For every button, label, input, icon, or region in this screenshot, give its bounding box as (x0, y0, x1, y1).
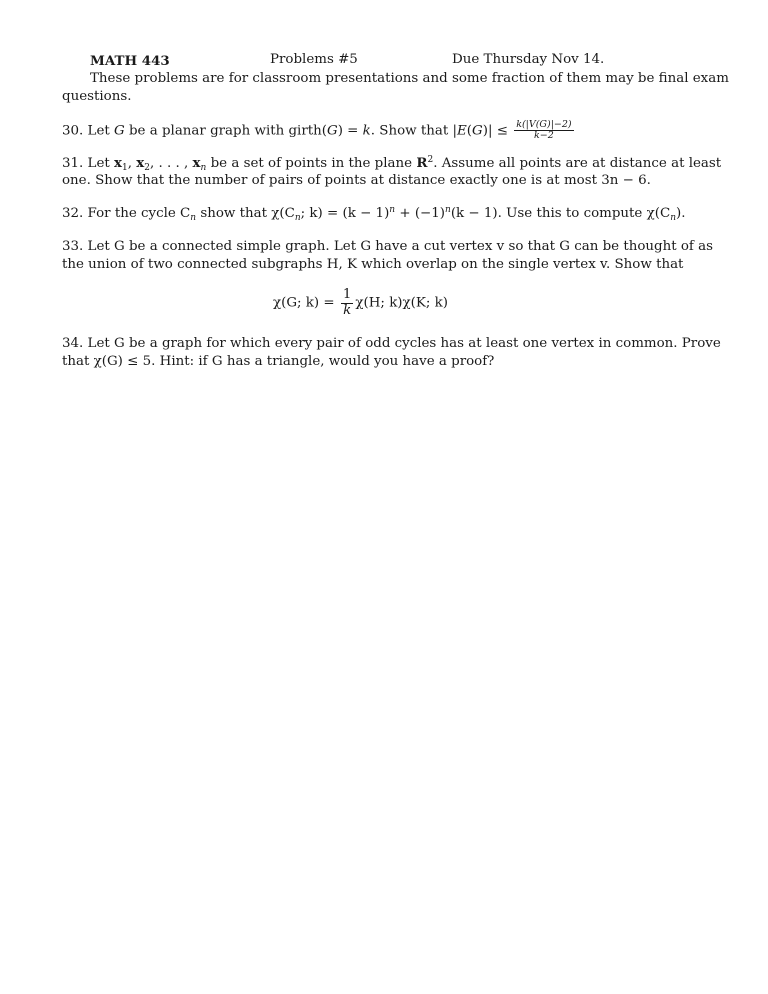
problem-33-line-1: 33. Let G be a connected simple graph. Let G have a cut vertex v so that G can be thought of as (62, 239, 714, 254)
p30-fraction (514, 120, 573, 142)
p31-lead: 31. Let (62, 156, 115, 171)
p32-tail: (k − 1). Use this to compute χ(C (450, 206, 671, 221)
problem-31-line-1: 31. Let $x_1$, $x_2$, . . . , $x_n$ be a set of points in the plane $R^2$. Assume all points are at distance at least (62, 155, 722, 173)
p33-eq-denominator: k (343, 302, 352, 318)
p33-display-equation (273, 288, 448, 318)
problem-set-title: Problems #5 (270, 52, 358, 67)
intro-line-2: questions. (62, 89, 132, 104)
p33-eq-rhs: χ(H; k)χ(K; k) (355, 295, 448, 311)
course-title: MATH 443 (90, 53, 170, 69)
p31-points: x (114, 155, 122, 171)
p31-tail: . Assume all points are at distance at least (433, 156, 722, 171)
p32-plus: + (−1) (395, 206, 446, 221)
problem-32: 32. For the cycle $C_n$ show that $\chi(C_n$; $k) = (k - 1)^n + (-1)^n(k - 1)$. Use this to compute $\chi(C_n)$. (62, 205, 686, 223)
due-date: Due Thursday Nov 14. (452, 52, 605, 67)
p30-text-b: ) = (337, 123, 363, 139)
p32-end: ). (676, 206, 686, 221)
problem-31-line-2: one. Show that the number of pairs of points at distance exactly one is at most 3n − 6. (62, 173, 651, 188)
p30-frac-numerator: k(|V(G)|−2) (516, 119, 572, 130)
p31-mid: be a set of points in the plane (206, 156, 417, 171)
p31-plane: R (416, 155, 428, 171)
p33-eq-lhs: χ(G; k) = (273, 295, 339, 311)
p32-formula: ; k) = (k − 1) (300, 206, 390, 221)
p30-frac-denominator: k−2 (534, 130, 554, 142)
intro-line-1: These problems are for classroom presentations and some fraction of them may be final exam (90, 71, 729, 86)
problem-33-line-2: the union of two connected subgraphs H, K which overlap on the single vertex v. Show that (62, 257, 684, 272)
p30-text-c: . Show that | (370, 123, 458, 139)
p33-eq-fraction (341, 288, 354, 318)
p32-show: show that χ(C (196, 206, 295, 221)
p30-lead: 30. Let (62, 123, 115, 139)
p33-eq-numerator: 1 (342, 287, 352, 302)
p30-text-e: )| ≤ (482, 123, 513, 139)
problem-30: 30. Let G be a planar graph with girth(G) = k. Show that |E(G)| ≤ $\frac{k(|V(G)|-2)}{k-2}$ (62, 119, 572, 142)
p30-text-a: be a planar graph with girth( (124, 123, 327, 139)
problem-34-line-1: 34. Let G be a graph for which every pair of odd cycles has at least one vertex in common. Prove (62, 336, 721, 351)
p30-text-d: ( (466, 123, 473, 139)
problem-34-line-2: that χ(G) ≤ 5. Hint: if G has a triangle, would you have a proof? (62, 354, 495, 369)
p32-text: 32. For the cycle C (62, 206, 191, 221)
